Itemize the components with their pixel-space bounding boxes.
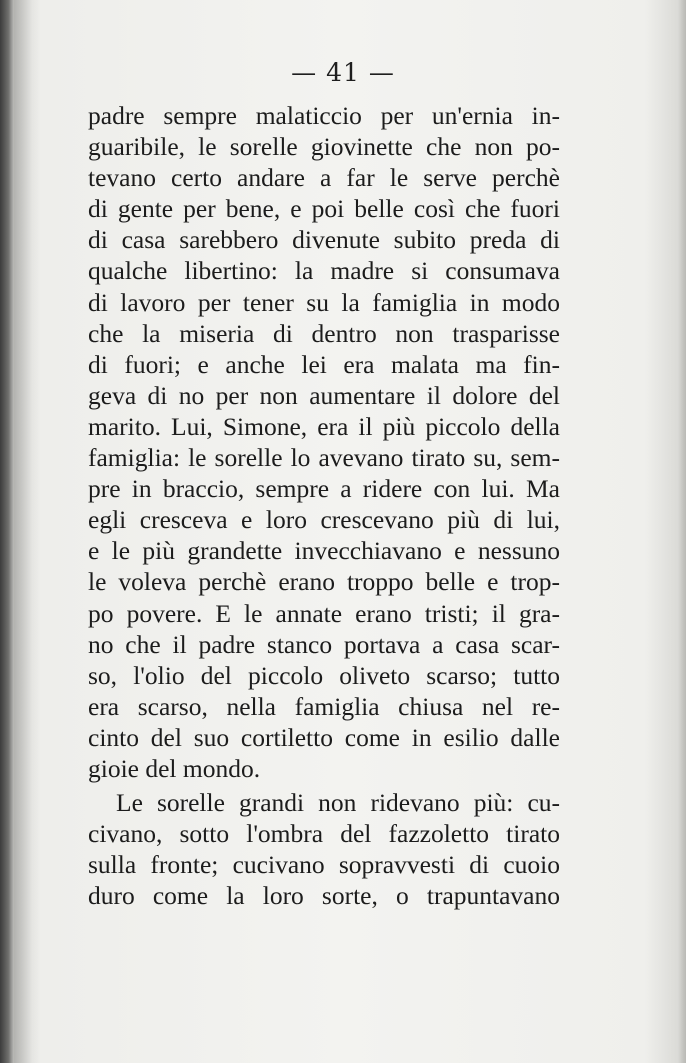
text-line: guaribile, le sorelle giovinette che non po- bbox=[88, 132, 560, 162]
text-line: pre in braccio, sempre a ridere con lui. Ma bbox=[88, 474, 560, 504]
body-text bbox=[88, 100, 560, 911]
text-line: le voleva perchè erano troppo belle e trop- bbox=[88, 567, 560, 597]
page-number: — 41 — bbox=[291, 58, 395, 87]
text-line: padre sempre malaticcio per un'ernia in- bbox=[88, 101, 560, 130]
gutter-shadow bbox=[14, 0, 40, 1063]
text-line: no che il padre stanco portava a casa scar- bbox=[88, 629, 560, 659]
text-line: sulla fronte; cucivano sopravvesti di cuoio bbox=[88, 850, 560, 880]
text-line: so, l'olio del piccolo oliveto scarso; tutto bbox=[88, 660, 560, 690]
text-line: qualche libertino: la madre si consumava bbox=[88, 256, 560, 286]
text-line: gioie del mondo. bbox=[88, 753, 261, 783]
paragraph-1 bbox=[88, 100, 560, 784]
text-line: egli cresceva e loro crescevano più di lui, bbox=[88, 505, 560, 535]
text-line: famiglia: le sorelle lo avevano tirato su, sem- bbox=[88, 443, 560, 473]
text-line: duro come la loro sorte, o trapuntavano bbox=[88, 881, 560, 911]
text-line: di lavoro per tener su la famiglia in modo bbox=[88, 287, 560, 317]
text-line: di gente per bene, e poi belle così che fuori bbox=[88, 194, 560, 224]
text-line: cinto del suo cortiletto come in esilio dalle bbox=[88, 722, 560, 752]
book-spine-edge bbox=[0, 0, 14, 1063]
text-line: Le sorelle grandi non ridevano più: cu- bbox=[116, 788, 560, 818]
text-line: di casa sarebbero divenute subito preda di bbox=[88, 225, 560, 255]
paragraph-2 bbox=[88, 787, 560, 911]
text-line: di fuori; e anche lei era malata ma fin- bbox=[88, 349, 560, 379]
text-line: marito. Lui, Simone, era il più piccolo della bbox=[88, 411, 560, 441]
text-line: po povere. E le annate erano tristi; il gra- bbox=[88, 598, 560, 628]
page-right-edge bbox=[678, 0, 686, 1063]
text-line: che la miseria di dentro non trasparisse bbox=[88, 318, 560, 348]
text-line: civano, sotto l'ombra del fazzoletto tirato bbox=[88, 819, 560, 849]
text-line: e le più grandette invecchiavano e nessuno bbox=[88, 536, 560, 566]
text-line: tevano certo andare a far le serve perchè bbox=[88, 163, 560, 193]
text-line: geva di no per non aumentare il dolore del bbox=[88, 380, 560, 410]
text-line: era scarso, nella famiglia chiusa nel re- bbox=[88, 691, 560, 721]
